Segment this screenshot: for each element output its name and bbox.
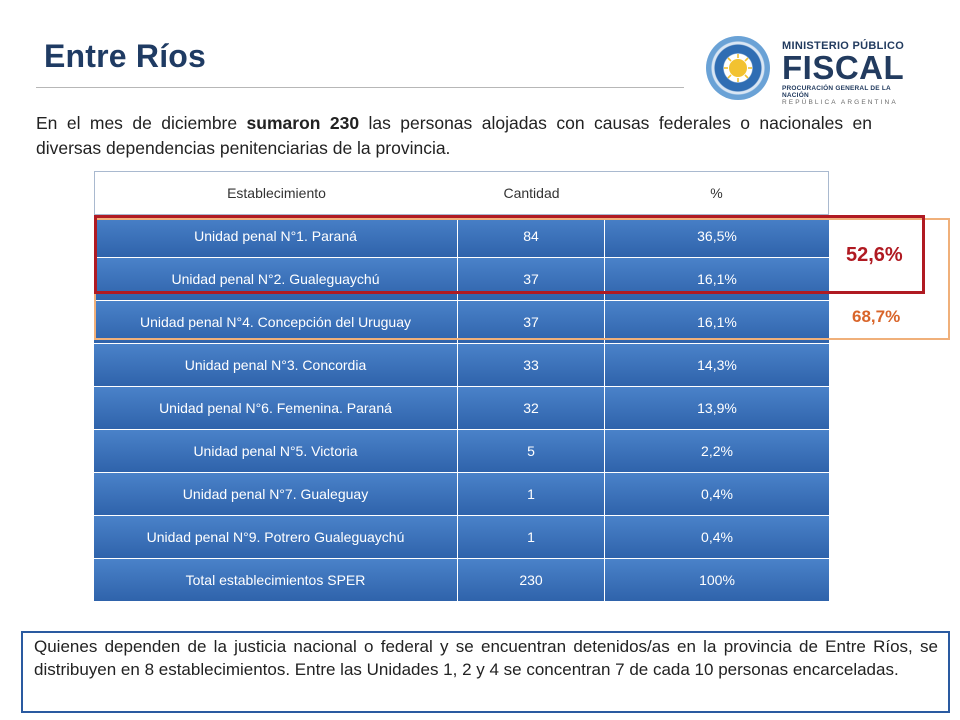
header-establecimiento: Establecimiento bbox=[94, 171, 458, 215]
establishments-table bbox=[94, 171, 829, 601]
logo-sub1-text: PROCURACIÓN GENERAL DE LA NACIÓN bbox=[782, 85, 891, 99]
header-percent: % bbox=[605, 171, 829, 215]
cell-pct: 0,4% bbox=[605, 516, 829, 559]
table-row bbox=[94, 387, 829, 430]
table-row bbox=[94, 473, 829, 516]
intro-prefix: En el mes de diciembre bbox=[36, 113, 247, 133]
sun-emblem-icon bbox=[706, 36, 770, 100]
cell-name: Total establecimientos SPER bbox=[94, 559, 458, 601]
cell-name: Unidad penal N°3. Concordia bbox=[94, 344, 458, 387]
cell-name: Unidad penal N°6. Femenina. Paraná bbox=[94, 387, 458, 430]
cell-pct: 16,1% bbox=[605, 258, 829, 301]
cell-name: Unidad penal N°2. Gualeguaychú bbox=[94, 258, 458, 301]
footer-paragraph: Quienes dependen de la justicia nacional o federal y se encuentran detenidos/as en la provincia de Entre Ríos, se distribuyen en 8 establecimientos. Entre las Unidades 1, 2 y 4 se concentran 7 de cada 10 personas encarceladas. bbox=[34, 637, 938, 679]
cell-name: Unidad penal N°1. Paraná bbox=[94, 215, 458, 258]
logo bbox=[706, 36, 905, 106]
table-row bbox=[94, 301, 829, 344]
logo-top-text: MINISTERIO PÚBLICO bbox=[782, 40, 905, 52]
header-cantidad: Cantidad bbox=[458, 171, 605, 215]
cell-count: 37 bbox=[458, 301, 605, 344]
table-total-row bbox=[94, 559, 829, 601]
table-row bbox=[94, 344, 829, 387]
cell-count: 84 bbox=[458, 215, 605, 258]
intro-bold: sumaron 230 bbox=[246, 113, 360, 133]
cell-pct: 100% bbox=[605, 559, 829, 601]
table-header-row bbox=[94, 171, 829, 215]
intro-suffix: las personas alojadas con causas federales o nacionales en diversas dependencias penitenciarias de la provincia. bbox=[36, 113, 872, 158]
cell-count: 33 bbox=[458, 344, 605, 387]
title-divider bbox=[36, 87, 684, 88]
table-row bbox=[94, 516, 829, 559]
highlight-label-orange: 68,7% bbox=[852, 307, 901, 326]
cell-name: Unidad penal N°7. Gualeguay bbox=[94, 473, 458, 516]
logo-main-text: FISCAL bbox=[782, 49, 905, 86]
logo-wordmark bbox=[782, 40, 904, 106]
table-row bbox=[94, 215, 829, 258]
intro-paragraph bbox=[36, 111, 872, 161]
cell-pct: 36,5% bbox=[605, 215, 829, 258]
page-title: Entre Ríos bbox=[44, 38, 207, 74]
cell-count: 230 bbox=[458, 559, 605, 601]
highlight-label-red: 52,6% bbox=[846, 244, 903, 266]
table-row bbox=[94, 430, 829, 473]
cell-count: 32 bbox=[458, 387, 605, 430]
cell-name: Unidad penal N°9. Potrero Gualeguaychú bbox=[94, 516, 458, 559]
cell-pct: 14,3% bbox=[605, 344, 829, 387]
table-row bbox=[94, 258, 829, 301]
cell-count: 37 bbox=[458, 258, 605, 301]
cell-name: Unidad penal N°4. Concepción del Uruguay bbox=[94, 301, 458, 344]
cell-pct: 13,9% bbox=[605, 387, 829, 430]
cell-pct: 0,4% bbox=[605, 473, 829, 516]
logo-sub2-text: REPÚBLICA ARGENTINA bbox=[782, 99, 898, 106]
cell-pct: 2,2% bbox=[605, 430, 829, 473]
cell-count: 1 bbox=[458, 516, 605, 559]
cell-count: 1 bbox=[458, 473, 605, 516]
cell-name: Unidad penal N°5. Victoria bbox=[94, 430, 458, 473]
cell-count: 5 bbox=[458, 430, 605, 473]
cell-pct: 16,1% bbox=[605, 301, 829, 344]
